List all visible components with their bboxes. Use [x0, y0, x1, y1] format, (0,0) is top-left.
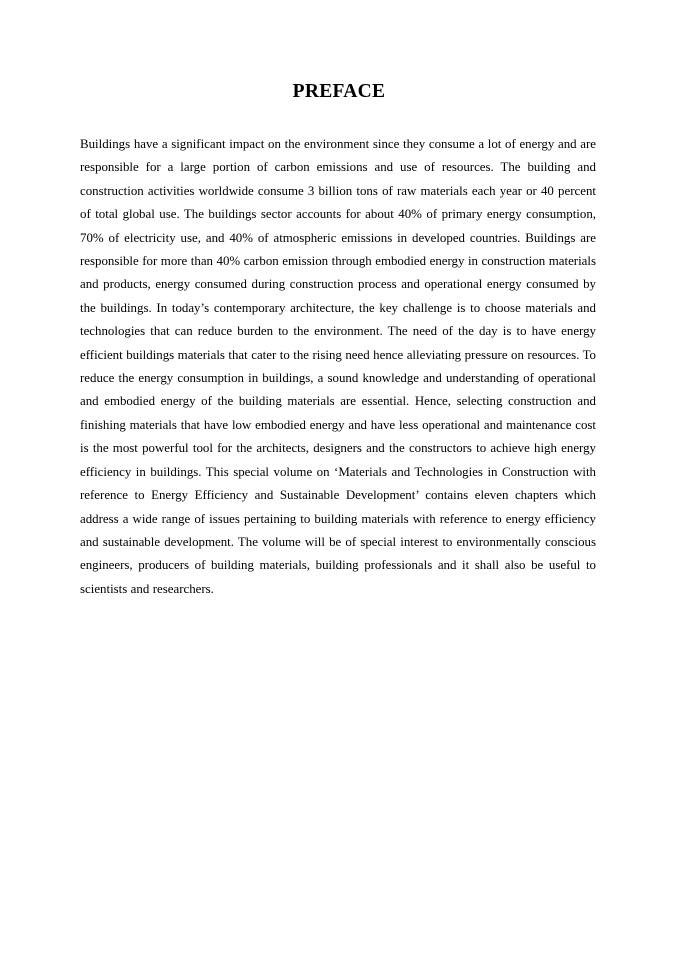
- preface-paragraph: Buildings have a significant impact on the environment since they consume a lot of energy and are responsible for a large portion of carbon emissions and use of resources. The building and construction activities worldwide consume 3 billion tons of raw materials each year or 40 percent of total global use. The buildings sector accounts for about 40% of primary energy consumption, 70% of electricity use, and 40% of atmospheric emissions in developed countries. Buildings are responsible for more than 40% carbon emission through embodied energy in construction materials and products, energy consumed during construction process and operational energy consumed by the buildings. In today’s contemporary architecture, the key challenge is to choose materials and technologies that can reduce burden to the environment. The need of the day is to have energy efficient buildings materials that cater to the rising need hence alleviating pressure on resources. To reduce the energy consumption in buildings, a sound knowledge and understanding of operational and embodied energy of the building materials are essential. Hence, selecting construction and finishing materials that have low embodied energy and have less operational and maintenance cost is the most powerful tool for the architects, designers and the constructors to achieve high energy efficiency in buildings. This special volume on ‘Materials and Technologies in Construction with reference to Energy Efficiency and Sustainable Development’ contains eleven chapters which address a wide range of issues pertaining to building materials with reference to energy efficiency and sustainable development. The volume will be of special interest to environmentally conscious engineers, producers of building materials, building professionals and it shall also be useful to scientists and researchers.: [80, 137, 596, 596]
- page-title: PREFACE: [292, 81, 386, 102]
